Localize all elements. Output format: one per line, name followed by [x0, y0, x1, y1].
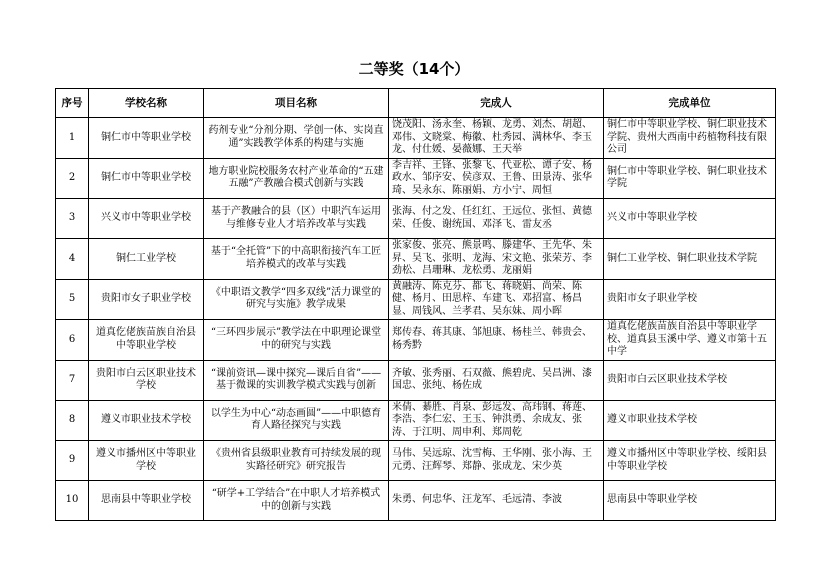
row-people: 黄融涛、陈克芬、都飞、蒋晓娟、尚荣、陈健、杨月、田思梓、车建飞、邓招富、杨昌显、周钱风、兰孝君、吴东妹、周小晖	[389, 279, 604, 320]
row-school: 遵义市播州区中等职业学校	[89, 441, 204, 481]
row-unit: 道真仡佬族苗族自治县中等职业学校、道真县玉溪中学、遵义市第十五中学	[604, 320, 776, 361]
table-row	[56, 360, 776, 400]
table-row	[56, 320, 776, 361]
row-people: 李吉祥、王锋、张黎飞、代亚松、谭子安、杨政水、邹序安、侯彦双、王鲁、田景涛、张华琦、吴永东、陈丽娟、方小宁、周恒	[389, 158, 604, 199]
row-people: 张家俊、张亮、熊景鸣、滕建华、王先华、朱昇、吴飞、张明、龙海、宋文艳、张荣芳、李劲松、吕珊琳、龙松勇、龙丽娟	[389, 239, 604, 280]
row-school: 遵义市职业技术学校	[89, 400, 204, 441]
header-unit: 完成单位	[604, 89, 776, 118]
header-project: 项目名称	[204, 89, 389, 118]
row-index: 3	[56, 199, 89, 239]
row-index: 2	[56, 158, 89, 199]
header-school: 学校名称	[89, 89, 204, 118]
row-index: 6	[56, 320, 89, 361]
row-index: 5	[56, 279, 89, 320]
row-school: 思南县中等职业学校	[89, 481, 204, 521]
row-people: 郑传春、蒋其康、邹旭康、杨桂兰、韩贵会、杨秀黔	[389, 320, 604, 361]
table-row	[56, 239, 776, 280]
awards-table	[55, 88, 776, 521]
row-index: 9	[56, 441, 89, 481]
table-row	[56, 481, 776, 521]
page-title: 二等奖（14个）	[358, 60, 470, 78]
header-index: 序号	[56, 89, 89, 118]
table-row	[56, 199, 776, 239]
row-index: 7	[56, 360, 89, 400]
table-header-row	[56, 89, 776, 118]
row-people: 朱勇、何忠华、汪龙军、毛远清、李波	[389, 481, 604, 521]
table-row	[56, 441, 776, 481]
row-school: 贵阳市女子职业学校	[89, 279, 204, 320]
row-index: 4	[56, 239, 89, 280]
row-people: 米倩、綦胜、肖泉、彭远发、高玮钢、蒋莲、李浩、李仁宏、王玉、钟洪勇、余成友、张涛、于江明、周申利、郑周乾	[389, 400, 604, 441]
row-school: 贵阳市白云区职业技术学校	[89, 360, 204, 400]
row-school: 兴义市中等职业学校	[89, 199, 204, 239]
row-people: 饶茂阳、汤永奎、杨颖、龙勇、刘杰、胡超、邓伟、文晓棠、梅徽、杜秀园、满林华、李玉龙、付仕媛、晏薇娜、王天举	[389, 118, 604, 159]
row-unit: 兴义市中等职业学校	[604, 199, 776, 239]
table-row	[56, 118, 776, 159]
row-unit: 铜仁市中等职业学校、铜仁职业技术学院	[604, 158, 776, 199]
row-project: 药剂专业“分剂分期、学创一体、实岗直通”实践教学体系的构建与实施	[204, 118, 389, 159]
row-project: “研学+工学结合”在中职人才培养模式中的创新与实践	[204, 481, 389, 521]
row-unit: 遵义市播州区中等职业学校、绥阳县中等职业学校	[604, 441, 776, 481]
row-unit: 贵阳市女子职业学校	[604, 279, 776, 320]
row-project: 地方职业院校服务农村产业革命的“五建五融”产教融合模式创新与实践	[204, 158, 389, 199]
row-school: 铜仁工业学校	[89, 239, 204, 280]
row-project: “课前资讯—课中探究—课后自省”——基于微课的实训教学模式实践与创新	[204, 360, 389, 400]
header-people: 完成人	[389, 89, 604, 118]
row-index: 8	[56, 400, 89, 441]
row-project: 以学生为中心“动态画圆”——中职德育育人路径探究与实践	[204, 400, 389, 441]
row-index: 10	[56, 481, 89, 521]
row-project: 基于产教融合的县（区）中职汽车运用与维修专业人才培养改革与实践	[204, 199, 389, 239]
row-unit: 贵阳市白云区职业技术学校	[604, 360, 776, 400]
row-school: 铜仁市中等职业学校	[89, 118, 204, 159]
row-unit: 铜仁市中等职业学校、铜仁职业技术学院、贵州大西南中药植物科技有限公司	[604, 118, 776, 159]
row-unit: 遵义市职业技术学校	[604, 400, 776, 441]
row-index: 1	[56, 118, 89, 159]
row-project: “三环四步展示”教学法在中职理论课堂中的研究与实践	[204, 320, 389, 361]
table-row	[56, 400, 776, 441]
row-unit: 铜仁工业学校、铜仁职业技术学院	[604, 239, 776, 280]
row-people: 张海、付之发、任红红、王远位、张恒、黄德荣、任俊、谢统国、邓泽飞、雷友丞	[389, 199, 604, 239]
row-people: 马伟、吴远琼、沈雪梅、王华刚、张小海、王元勇、汪辉琴、郑静、张成龙、宋少英	[389, 441, 604, 481]
table-row	[56, 158, 776, 199]
row-unit: 思南县中等职业学校	[604, 481, 776, 521]
row-project: 《贵州省县级职业教育可持续发展的现实路径研究》研究报告	[204, 441, 389, 481]
row-people: 齐敏、张秀丽、石双薇、熊碧虎、吴昌洲、漆国忠、张纯、杨佐成	[389, 360, 604, 400]
row-school: 道真仡佬族苗族自治县中等职业学校	[89, 320, 204, 361]
row-project: 基于“全托管”下的中高职衔接汽车工匠培养模式的改革与实践	[204, 239, 389, 280]
row-school: 铜仁市中等职业学校	[89, 158, 204, 199]
table-row	[56, 279, 776, 320]
row-project: 《中职语文教学“四多双线”活力课堂的研究与实施》教学成果	[204, 279, 389, 320]
